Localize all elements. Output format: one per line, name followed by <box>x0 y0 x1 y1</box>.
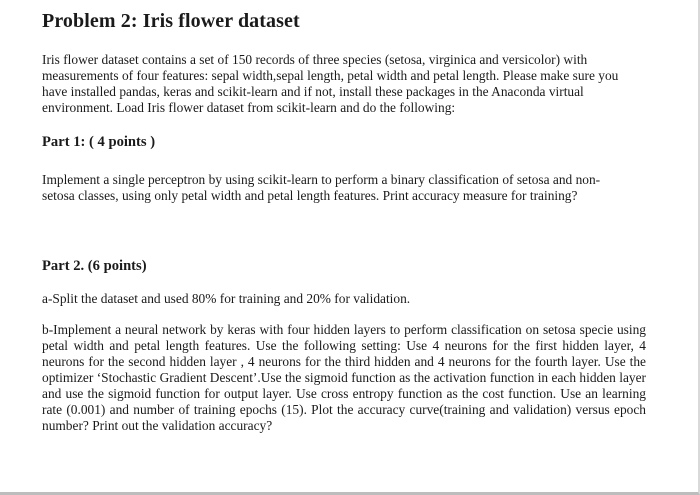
part1-paragraph: Implement a single perceptron by using scikit-learn to perform a binary classification of setosa and non-setosa classes, using only petal width and petal length features. Print accuracy measure for training? <box>42 172 601 203</box>
part2-heading: Part 2. (6 points) <box>42 258 147 274</box>
problem-title: Problem 2: Iris flower dataset <box>42 10 300 32</box>
part1-heading: Part 1: ( 4 points ) <box>42 134 156 150</box>
part2-item-b: b-Implement a neural network by keras with four hidden layers to perform classification on setosa specie using petal width and petal length features. Use the following setting: Use 4 neurons for the first hidden layer, 4 neurons for the second hidden layer , 4 neurons for the third hidden and 4 neurons for the fourth layer. Use the optimizer ‘Stochastic Gradient Descent’.Use the sigmoid function as the activation function in each hidden layer and use the sigmoid function for output layer. Use cross entropy function as the cost function. Use an learning rate (0.001) and number of training epochs (15). Plot the accuracy curve(training and validation) versus epoch number? Print out the validation accuracy? <box>42 322 646 433</box>
intro-paragraph: Iris flower dataset contains a set of 150 records of three species (setosa, virginica and versicolor) with measurements of four features: sepal width,sepal length, petal width and petal length. Please make sure you have installed pandas, keras and scikit-learn and if not, install these packages in the Anaconda virtual environment. Load Iris flower dataset from scikit-learn and do the following: <box>42 52 619 115</box>
part2-item-a: a-Split the dataset and used 80% for training and 20% for validation. <box>42 291 411 306</box>
